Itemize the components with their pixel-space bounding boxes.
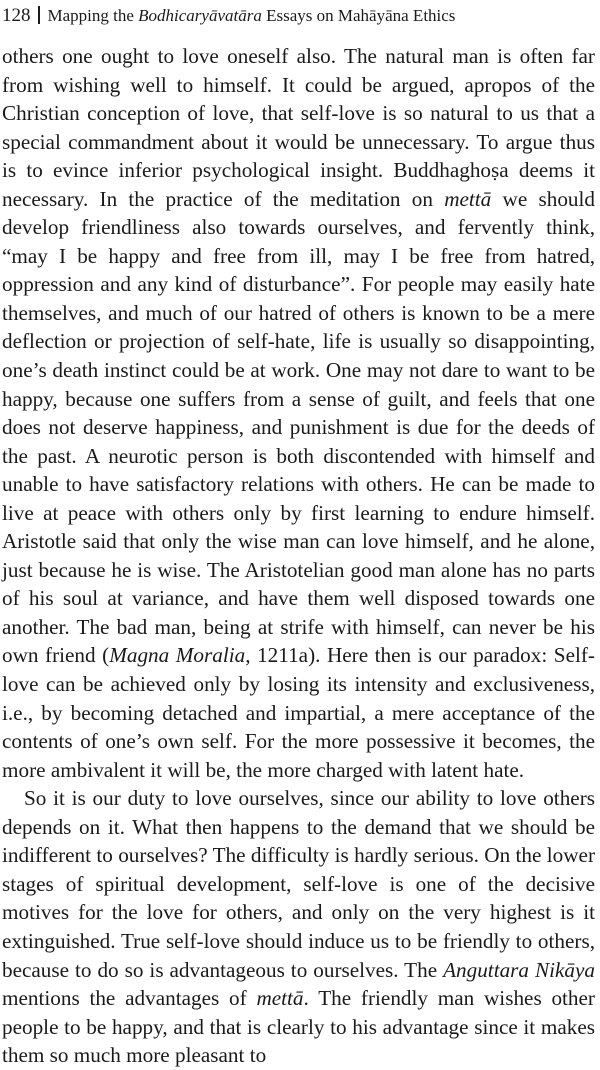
text-run: So it is our duty to love ourselves, since our ability to love others depends on it. What then happens to the demand that we should be indifferent to ourselves? The difficulty is hardly serious. On the lower stages of spiritual development, self-love is one of the decisive motives for the love for others, and only on the very highest is it extinguished. True self-love should induce us to be friendly to others, because to do so is advantageous to ourselves. The — [2, 786, 595, 982]
italic-term: Anguttara Nikāya — [443, 957, 595, 982]
running-header — [2, 2, 592, 30]
text-run: , 1211a). Here then is our paradox: Self-love can be achieved only by losing its intensity and exclusiveness, i.e., by becoming detached and impartial, a mere acceptance of the contents of one’s own self. For the more possessive it becomes, the more ambivalent it will be, the more charged with latent hate. — [2, 643, 595, 782]
book-title-italic: Bodhicaryāvatāra — [138, 6, 262, 25]
italic-term: Magna Moralia — [109, 643, 246, 668]
book-title-part-2: Essays on Mahāyāna Ethics — [261, 6, 456, 25]
text-run: mentions the advantages of — [2, 986, 257, 1011]
italic-term: mettā — [444, 186, 492, 211]
text-run: . The friendly man wishes other people to be happy, and that is clearly to his advantage since it makes them so much more pleasant to — [2, 986, 595, 1068]
italic-term: mettā — [256, 986, 304, 1011]
paragraph — [2, 784, 595, 1069]
header-divider — [38, 6, 40, 24]
paragraph — [2, 42, 595, 784]
text-run: we should develop friendliness also towards ourselves, and fervently think, “may I be happy and free from ill, may I be free from hatred, oppression and any kind of disturbance”. For people may easily hate themselves, and much of our hatred of others is known to be a mere deflection or projection of self-hate, life is usually so disappointing, one’s death instinct could be at work. One may not dare to want to be happy, because one suffers from a sense of guilt, and feels that one does not deserve happiness, and punishment is due for the deeds of the past. A neurotic person is both discontended with himself and unable to have satisfactory relations with others. He can be made to live at peace with others only by first learning to endure himself. Aristotle said that only the wise man can love himself, and he alone, just because he is wise. The Aristotelian good man alone has no parts of his soul at variance, and have them well disposed towards one another. The bad man, being at strife with himself, can never be his own friend ( — [2, 186, 595, 668]
text-run: others one ought to love oneself also. The natural man is often far from wishing well to himself. It could be argued, apropos of the Christian conception of love, that self-love is so natural to us that a special commandment about it would be unnecessary. To argue thus is to evince inferior psychological insight. Buddhaghoṣa deems it necessary. In the practice of the meditation on — [2, 44, 595, 211]
book-title-part-1: Mapping the — [47, 6, 139, 25]
body-text — [2, 42, 595, 1070]
page-number: 128 — [2, 5, 31, 26]
